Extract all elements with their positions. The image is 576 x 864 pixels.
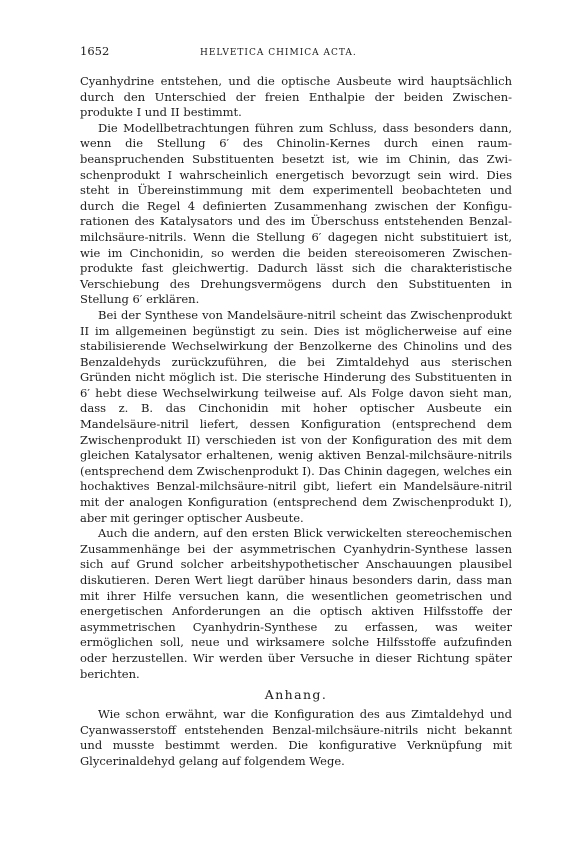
page-header <box>80 44 512 62</box>
section-heading: Anhang. <box>264 687 328 703</box>
appendix-paragraph: Wie schon erwähnt, war die Konfiguration des aus Zimtaldehyd und Cyanwasserstoff entstehenden Benzal-milchsäure-nitrils nicht bekannt und musste bestimmt werden. Die konfigurative Verknüpfung mit Glycerinaldehyd gelang auf folgendem Wege. <box>80 707 512 768</box>
paragraph: Die Modellbetrachtungen führen zum Schluss, dass besonders dann, wenn die Stellung 6′ des Chinolin-Kernes durch einen raumbeanspruchenden Substituenten besetzt ist, wie im Chinin, das Zwischenprodukt I wahrscheinlich energetisch bevorzugt sein wird. Dies steht in Übereinstimmung mit dem experimentell beobachteten und durch die Regel 4 definierten Zusammenhang zwischen der Konfigurationen des Katalysators und des im Überschuss entstehenden Benzal-milchsäure-nitrils. Wenn die Stellung 6′ dagegen nicht substituiert ist, wie im Cinchonidin, so werden die beiden stereoisomeren Zwischenprodukte fast gleichwertig. Dadurch lässt sich die charakteristische Verschiebung des Drehungsvermögens durch den Substituenten in Stellung 6′ erklären. <box>80 120 512 307</box>
paragraph: Cyanhydrine entstehen, und die optische Ausbeute wird hauptsächlich durch den Unterschied der freien Enthalpie der beiden Zwischenprodukte I und II bestimmt. <box>80 74 512 120</box>
page-number: 1652 <box>80 44 110 58</box>
paragraph: Bei der Synthese von Mandelsäure-nitril scheint das Zwischenprodukt II im allgemeinen begünstigt zu sein. Dies ist möglicherweise auf eine stabilisierende Wechselwirkung der Benzolkerne des Chinolins und des Benzaldehyds zurückzuführen, die bei Zimtaldehyd aus sterischen Gründen nicht möglich ist. Die sterische Hinderung des Substituenten in 6′ hebt diese Wechselwirkung teilweise auf. Als Folge davon sieht man, dass z. B. das Cinchonidin mit hoher optischer Ausbeute ein Mandelsäure-nitril liefert, dessen Konfiguration (entsprechend dem Zwischenprodukt II) verschieden ist von der Konfiguration des mit dem gleichen Katalysator erhaltenen, wenig aktiven Benzal-milchsäure-nitrils (entsprechend dem Zwischenprodukt I). Das Chinin dagegen, welches ein hochaktives Benzal-milchsäure-nitril gibt, liefert ein Mandelsäure-nitril mit der analogen Konfiguration (entsprechend dem Zwischenprodukt I), aber mit geringer optischer Ausbeute. <box>80 307 512 525</box>
page <box>80 44 512 770</box>
running-title: HELVETICA CHIMICA ACTA. <box>200 48 357 58</box>
paragraph: Auch die andern, auf den ersten Blick verwickelten stereochemischen Zusammenhänge bei der asymmetrischen Cyanhydrin-Synthese lassen sich auf Grund solcher arbeitshypothetischer Anschauungen plausibel diskutieren. Deren Wert liegt darüber hinaus besonders darin, dass man mit ihrer Hilfe versuchen kann, die wesentlichen geometrischen und energetischen Anforderungen an die optisch aktiven Hilfsstoffe der asymmetrischen Cyanhydrin-Synthese zu erfassen, was weiter ermöglichen soll, neue und wirksamere solche Hilfsstoffe aufzufinden oder herzustellen. Wir werden über Versuche in dieser Richtung später berichten. <box>80 526 512 681</box>
body-text <box>80 74 512 770</box>
